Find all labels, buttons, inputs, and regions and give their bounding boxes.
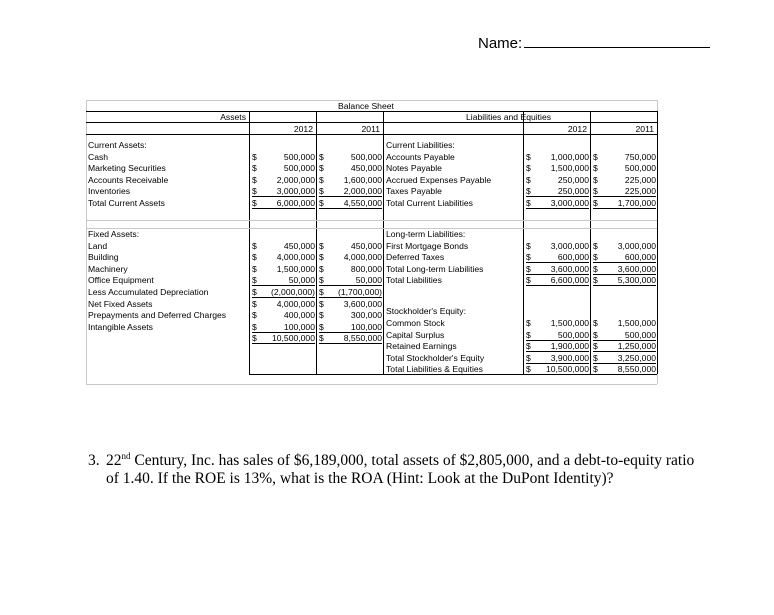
row-label: Taxes Payable [386,186,442,197]
row-label: Machinery [88,263,128,274]
question-ordinal-suffix: nd [121,450,131,461]
amount: 4,550,000 [343,197,382,208]
dollar-sign: $ [593,151,598,162]
dollar-sign: $ [319,286,324,297]
amount: 1,500,000 [617,318,656,328]
dollar-sign: $ [526,263,531,274]
dollar-sign: $ [252,240,257,251]
value-2012 [252,163,315,173]
year-2011-assets: 2011 [361,124,380,134]
dollar-sign: $ [252,321,257,332]
row-label: Total Current Liabilities [386,197,473,208]
value-2011 [593,175,656,185]
total-underline [593,285,656,286]
row-label: Inventories [88,186,131,197]
amount: 600,000 [624,252,656,263]
row-label: Accounts Payable [386,151,455,162]
row-label: Cash [88,151,109,162]
dollar-sign: $ [593,186,598,197]
amount: 1,500,000 [550,318,589,328]
amount: 3,000,000 [550,240,589,251]
dollar-sign: $ [252,151,257,162]
value-2011 [593,252,656,262]
name-label: Name: [478,35,523,52]
dollar-sign: $ [593,174,598,185]
value-2012 [526,364,589,374]
current-liabilities-heading: Current Liabilities: [386,140,455,150]
row-label: Total Liabilities [386,275,442,286]
name-field [478,33,710,52]
total-underline [526,374,589,375]
value-2011 [319,287,382,297]
dollar-sign: $ [593,364,598,375]
sheet-title: Balance Sheet [338,101,394,111]
value-2011 [319,198,382,208]
dollar-sign: $ [593,252,598,263]
value-2011 [593,275,656,285]
year-2011-liab: 2011 [635,124,654,134]
total-underline [319,343,382,344]
value-2011 [319,333,382,343]
dollar-sign: $ [526,163,531,174]
dollar-sign: $ [593,329,598,340]
amount: 1,000,000 [550,151,589,162]
dollar-sign: $ [593,275,598,286]
dollar-sign: $ [252,252,257,263]
amount: 5,300,000 [617,275,656,286]
row-label: Notes Payable [386,163,442,174]
row-label: Total Stockholder's Equity [386,352,485,363]
value-2012 [526,275,589,285]
current-assets-heading: Current Assets: [88,140,147,150]
row-label: Total Current Assets [88,197,165,208]
amount: 10,500,000 [545,364,589,375]
row-label: Prepayments and Deferred Charges [88,310,227,321]
row-label: Net Fixed Assets [88,298,153,309]
value-2011 [593,364,656,374]
row-label: Intangible Assets [88,321,153,332]
liabilities-header: Liabilities and Equities [466,112,552,122]
amount: 450,000 [283,240,315,251]
row-label: Accounts Receivable [88,174,169,185]
amount: 600,000 [557,252,589,263]
amount: 100,000 [350,321,382,332]
amount: 500,000 [350,151,382,162]
value-2012 [526,318,589,328]
total-underline [252,343,315,344]
dollar-sign: $ [252,186,257,197]
dollar-sign: $ [252,333,257,344]
value-2012 [252,264,315,274]
total-underline [526,285,589,286]
fixed-assets-heading: Fixed Assets: [88,229,140,239]
amount: 3,600,000 [617,263,656,274]
assets-header: Assets [220,112,246,122]
amount: 50,000 [288,275,315,286]
value-2012 [526,163,589,173]
total-underline [593,208,656,209]
value-2012 [252,287,315,297]
value-2011 [319,322,382,332]
equity-heading: Stockholder's Equity: [386,306,466,316]
value-2011 [593,163,656,173]
dollar-sign: $ [319,310,324,321]
amount: 8,550,000 [343,333,382,344]
amount: 6,600,000 [550,275,589,286]
row-label: Deferred Taxes [386,252,445,263]
balance-sheet [86,100,657,384]
value-2011 [593,330,656,340]
dollar-sign: $ [593,352,598,363]
value-2012 [252,322,315,332]
amount: 450,000 [350,163,382,174]
amount: 6,000,000 [276,197,315,208]
dollar-sign: $ [526,275,531,286]
row-label: First Mortgage Bonds [386,240,469,251]
long-term-liabilities-heading: Long-term Liabilities: [386,229,466,239]
amount: (1,700,000) [338,286,382,297]
row-label: Building [88,252,119,263]
amount: 4,000,000 [276,298,315,309]
dollar-sign: $ [319,240,324,251]
value-2011 [319,175,382,185]
dollar-sign: $ [319,333,324,344]
value-2011 [593,198,656,208]
value-2012 [526,252,589,262]
value-2011 [319,299,382,309]
amount: 10,500,000 [271,333,315,344]
amount: 3,000,000 [276,186,315,197]
year-2012-assets: 2012 [293,124,313,134]
amount: 2,000,000 [343,186,382,197]
dollar-sign: $ [526,329,531,340]
value-2012 [526,330,589,340]
amount: 1,250,000 [617,341,656,352]
dollar-sign: $ [593,341,598,352]
question-ordinal: 22 [106,452,122,469]
amount: 500,000 [283,163,315,174]
amount: 3,600,000 [343,298,382,309]
dollar-sign: $ [252,163,257,174]
dollar-sign: $ [252,298,257,309]
dollar-sign: $ [526,174,531,185]
question-body: Century, Inc. has sales of $6,189,000, total assets of $2,805,000, and a debt-to-equity ratio of 1.40. If the ROE is 13%, what is the ROA (Hint: Look at the DuPont Identity)? [106,452,695,487]
row-label: Common Stock [386,318,445,328]
dollar-sign: $ [319,298,324,309]
amount: 3,600,000 [550,263,589,274]
dollar-sign: $ [319,252,324,263]
dollar-sign: $ [319,186,324,197]
amount: 3,250,000 [617,352,656,363]
value-2011 [593,341,656,351]
value-2011 [319,264,382,274]
value-2011 [319,241,382,251]
name-blank-line [524,33,710,48]
value-2012 [526,241,589,251]
amount: 4,000,000 [343,252,382,263]
total-underline [319,208,382,209]
dollar-sign: $ [252,310,257,321]
amount: 500,000 [624,163,656,174]
amount: 225,000 [624,186,656,197]
value-2011 [593,241,656,251]
amount: 300,000 [350,310,382,321]
value-2011 [319,186,382,196]
amount: 8,550,000 [617,364,656,375]
value-2012 [252,252,315,262]
dollar-sign: $ [526,318,531,328]
amount: 3,900,000 [550,352,589,363]
amount: 100,000 [283,321,315,332]
value-2011 [319,163,382,173]
row-label: Office Equipment [88,275,154,286]
value-2012 [526,152,589,162]
amount: 3,000,000 [617,240,656,251]
amount: 450,000 [350,240,382,251]
value-2012 [526,186,589,196]
value-2011 [593,152,656,162]
dollar-sign: $ [593,240,598,251]
dollar-sign: $ [526,151,531,162]
question-number: 3. [88,452,100,469]
row-label: Marketing Securities [88,163,166,174]
value-2011 [593,353,656,363]
row-label: Less Accumulated Depreciation [88,286,209,297]
value-2011 [593,318,656,328]
amount: 250,000 [557,186,589,197]
year-2012-liab: 2012 [567,124,587,134]
value-2012 [252,275,315,285]
value-2011 [319,252,382,262]
amount: (2,000,000) [271,286,315,297]
amount: 225,000 [624,174,656,185]
amount: 800,000 [350,263,382,274]
amount: 1,500,000 [276,263,315,274]
dollar-sign: $ [252,174,257,185]
amount: 750,000 [624,151,656,162]
amount: 500,000 [624,329,656,340]
value-2012 [252,152,315,162]
amount: 50,000 [355,275,382,286]
question-text [106,452,706,488]
value-2012 [526,175,589,185]
amount: 4,000,000 [276,252,315,263]
dollar-sign: $ [319,197,324,208]
value-2011 [319,152,382,162]
row-label: Total Long-term Liabilities [386,263,484,274]
dollar-sign: $ [319,275,324,286]
row-label: Capital Surplus [386,329,445,340]
dollar-sign: $ [319,321,324,332]
value-2012 [252,198,315,208]
value-2011 [593,186,656,196]
dollar-sign: $ [593,318,598,328]
row-label: Total Liabilities & Equities [386,364,483,375]
amount: 1,500,000 [550,163,589,174]
amount: 1,600,000 [343,174,382,185]
amount: 2,000,000 [276,174,315,185]
value-2012 [526,341,589,351]
amount: 400,000 [283,310,315,321]
value-2012 [526,264,589,274]
amount: 250,000 [557,174,589,185]
dollar-sign: $ [252,197,257,208]
dollar-sign: $ [319,174,324,185]
value-2011 [319,310,382,320]
value-2012 [252,175,315,185]
dollar-sign: $ [526,341,531,352]
dollar-sign: $ [593,163,598,174]
amount: 500,000 [557,329,589,340]
dollar-sign: $ [526,352,531,363]
value-2011 [593,264,656,274]
value-2012 [252,186,315,196]
dollar-sign: $ [593,263,598,274]
value-2011 [319,275,382,285]
dollar-sign: $ [526,197,531,208]
value-2012 [526,353,589,363]
dollar-sign: $ [252,263,257,274]
value-2012 [252,333,315,343]
dollar-sign: $ [319,163,324,174]
total-underline [252,208,315,209]
total-underline [526,208,589,209]
dollar-sign: $ [252,275,257,286]
amount: 500,000 [283,151,315,162]
dollar-sign: $ [252,286,257,297]
dollar-sign: $ [319,151,324,162]
amount: 3,000,000 [550,197,589,208]
dollar-sign: $ [526,186,531,197]
amount: 1,900,000 [550,341,589,352]
total-underline [593,374,656,375]
amount: 1,700,000 [617,197,656,208]
dollar-sign: $ [526,364,531,375]
row-label: Accrued Expenses Payable [386,174,492,185]
dollar-sign: $ [526,252,531,263]
dollar-sign: $ [526,240,531,251]
value-2012 [252,310,315,320]
row-label: Retained Earnings [386,341,457,352]
dollar-sign: $ [593,197,598,208]
value-2012 [252,241,315,251]
value-2012 [252,299,315,309]
value-2012 [526,198,589,208]
dollar-sign: $ [319,263,324,274]
row-label: Land [88,240,108,251]
